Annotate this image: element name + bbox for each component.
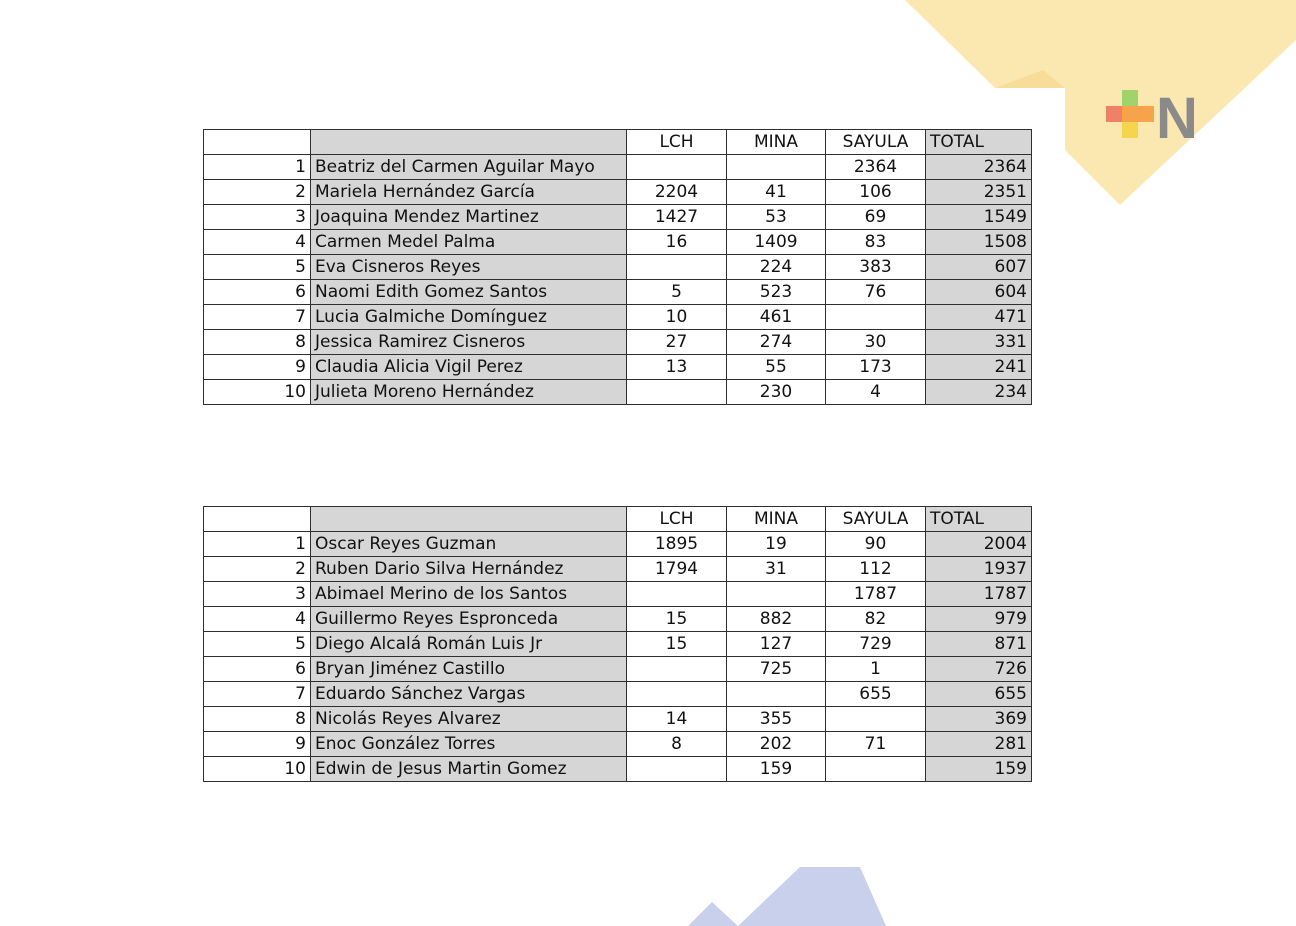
lch-votes-cell [627,255,727,280]
rank-cell: 10 [204,757,311,782]
rank-cell: 9 [204,732,311,757]
sayula-votes-cell: 82 [826,607,926,632]
sayula-votes-cell [826,757,926,782]
mina-votes-cell: 882 [727,607,826,632]
header-mina: MINA [727,507,826,532]
sayula-votes-cell: 76 [826,280,926,305]
mina-votes-cell: 523 [727,280,826,305]
sayula-votes-cell [826,305,926,330]
candidate-name-cell: Ruben Dario Silva Hernández [311,557,627,582]
mina-votes-cell: 1409 [727,230,826,255]
sayula-votes-cell: 1 [826,657,926,682]
total-votes-cell: 1549 [926,205,1032,230]
mina-votes-cell: 55 [727,355,826,380]
candidate-name-cell: Claudia Alicia Vigil Perez [311,355,627,380]
mina-votes-cell: 461 [727,305,826,330]
header-total: TOTAL [926,507,1032,532]
total-votes-cell: 281 [926,732,1032,757]
logo-plus-top [1122,90,1138,106]
lch-votes-cell [627,657,727,682]
mina-votes-cell [727,682,826,707]
rank-cell: 7 [204,305,311,330]
table-row [204,707,1032,732]
total-votes-cell: 726 [926,657,1032,682]
total-votes-cell: 2351 [926,180,1032,205]
mina-votes-cell: 725 [727,657,826,682]
table-row [204,682,1032,707]
logo-letter: N [1156,88,1198,142]
rank-cell: 1 [204,532,311,557]
table-row [204,557,1032,582]
site-logo [1104,88,1208,142]
lch-votes-cell: 16 [627,230,727,255]
total-votes-cell: 1508 [926,230,1032,255]
total-votes-cell: 604 [926,280,1032,305]
lch-votes-cell: 14 [627,707,727,732]
sayula-votes-cell: 729 [826,632,926,657]
lch-votes-cell [627,757,727,782]
table-row [204,180,1032,205]
ranking-table-women [203,129,1032,405]
logo-plus-left [1106,106,1122,122]
mina-votes-cell: 230 [727,380,826,405]
table-row [204,255,1032,280]
rank-cell: 4 [204,607,311,632]
table-row [204,205,1032,230]
total-votes-cell: 655 [926,682,1032,707]
total-votes-cell: 471 [926,305,1032,330]
lch-votes-cell [627,155,727,180]
rank-cell: 2 [204,557,311,582]
sayula-votes-cell: 1787 [826,582,926,607]
table-row [204,380,1032,405]
rank-cell: 8 [204,330,311,355]
rank-cell: 3 [204,205,311,230]
lch-votes-cell [627,582,727,607]
header-sayula: SAYULA [826,130,926,155]
candidate-name-cell: Jessica Ramirez Cisneros [311,330,627,355]
total-votes-cell: 331 [926,330,1032,355]
lch-votes-cell: 8 [627,732,727,757]
total-votes-cell: 369 [926,707,1032,732]
header-corner-cell [204,130,311,155]
candidate-name-cell: Guillermo Reyes Espronceda [311,607,627,632]
total-votes-cell: 234 [926,380,1032,405]
ranking-table-men [203,506,1032,782]
mina-votes-cell: 31 [727,557,826,582]
total-votes-cell: 2004 [926,532,1032,557]
rank-cell: 8 [204,707,311,732]
table-row [204,582,1032,607]
header-name-cell [311,507,627,532]
mina-votes-cell: 274 [727,330,826,355]
total-votes-cell: 871 [926,632,1032,657]
logo-plus-center [1122,106,1138,122]
table-row [204,280,1032,305]
sayula-votes-cell: 71 [826,732,926,757]
lch-votes-cell: 10 [627,305,727,330]
table-row [204,632,1032,657]
table-row [204,305,1032,330]
candidate-name-cell: Beatriz del Carmen Aguilar Mayo [311,155,627,180]
table-row [204,532,1032,557]
sayula-votes-cell: 112 [826,557,926,582]
lch-votes-cell: 13 [627,355,727,380]
total-votes-cell: 241 [926,355,1032,380]
lch-votes-cell [627,380,727,405]
total-votes-cell: 1787 [926,582,1032,607]
candidate-name-cell: Oscar Reyes Guzman [311,532,627,557]
table-row [204,732,1032,757]
total-votes-cell: 2364 [926,155,1032,180]
candidate-name-cell: Abimael Merino de los Santos [311,582,627,607]
rank-cell: 10 [204,380,311,405]
mina-votes-cell: 355 [727,707,826,732]
table-row [204,757,1032,782]
lch-votes-cell [627,682,727,707]
lch-votes-cell: 15 [627,607,727,632]
header-row [204,507,1032,532]
candidate-name-cell: Eduardo Sánchez Vargas [311,682,627,707]
table-row [204,355,1032,380]
sayula-votes-cell: 83 [826,230,926,255]
header-lch: LCH [627,507,727,532]
mina-votes-cell: 202 [727,732,826,757]
rank-cell: 5 [204,255,311,280]
lch-votes-cell: 1794 [627,557,727,582]
lch-votes-cell: 1895 [627,532,727,557]
rank-cell: 4 [204,230,311,255]
mina-votes-cell: 127 [727,632,826,657]
total-votes-cell: 1937 [926,557,1032,582]
table-body [204,507,1032,782]
header-mina: MINA [727,130,826,155]
lch-votes-cell: 1427 [627,205,727,230]
rank-cell: 3 [204,582,311,607]
table-row [204,155,1032,180]
table-row [204,330,1032,355]
header-row [204,130,1032,155]
mina-votes-cell [727,582,826,607]
candidate-name-cell: Joaquina Mendez Martinez [311,205,627,230]
mina-votes-cell: 159 [727,757,826,782]
rank-cell: 5 [204,632,311,657]
candidate-name-cell: Mariela Hernández García [311,180,627,205]
sayula-votes-cell: 69 [826,205,926,230]
rank-cell: 9 [204,355,311,380]
logo-plus-bottom [1122,122,1138,138]
candidate-name-cell: Lucia Galmiche Domínguez [311,305,627,330]
total-votes-cell: 159 [926,757,1032,782]
mina-votes-cell [727,155,826,180]
sayula-votes-cell: 30 [826,330,926,355]
lch-votes-cell: 5 [627,280,727,305]
sayula-votes-cell [826,707,926,732]
header-total: TOTAL [926,130,1032,155]
candidate-name-cell: Naomi Edith Gomez Santos [311,280,627,305]
candidate-name-cell: Bryan Jiménez Castillo [311,657,627,682]
logo-plus-right [1138,106,1154,122]
header-lch: LCH [627,130,727,155]
table-row [204,657,1032,682]
header-sayula: SAYULA [826,507,926,532]
sayula-votes-cell: 383 [826,255,926,280]
total-votes-cell: 607 [926,255,1032,280]
header-corner-cell [204,507,311,532]
candidate-name-cell: Enoc González Torres [311,732,627,757]
sayula-votes-cell: 106 [826,180,926,205]
total-votes-cell: 979 [926,607,1032,632]
lch-votes-cell: 15 [627,632,727,657]
candidate-name-cell: Eva Cisneros Reyes [311,255,627,280]
lch-votes-cell: 2204 [627,180,727,205]
rank-cell: 2 [204,180,311,205]
candidate-name-cell: Edwin de Jesus Martin Gomez [311,757,627,782]
table-row [204,607,1032,632]
sayula-votes-cell: 90 [826,532,926,557]
lch-votes-cell: 27 [627,330,727,355]
table-body [204,130,1032,405]
candidate-name-cell: Nicolás Reyes Alvarez [311,707,627,732]
header-name-cell [311,130,627,155]
mina-votes-cell: 41 [727,180,826,205]
mina-votes-cell: 19 [727,532,826,557]
sayula-votes-cell: 173 [826,355,926,380]
rank-cell: 7 [204,682,311,707]
candidate-name-cell: Diego Alcalá Román Luis Jr [311,632,627,657]
sayula-votes-cell: 655 [826,682,926,707]
candidate-name-cell: Carmen Medel Palma [311,230,627,255]
mina-votes-cell: 224 [727,255,826,280]
rank-cell: 6 [204,657,311,682]
sayula-votes-cell: 2364 [826,155,926,180]
table-row [204,230,1032,255]
sayula-votes-cell: 4 [826,380,926,405]
rank-cell: 1 [204,155,311,180]
blue-mountain-shape [688,867,886,926]
candidate-name-cell: Julieta Moreno Hernández [311,380,627,405]
mina-votes-cell: 53 [727,205,826,230]
rank-cell: 6 [204,280,311,305]
